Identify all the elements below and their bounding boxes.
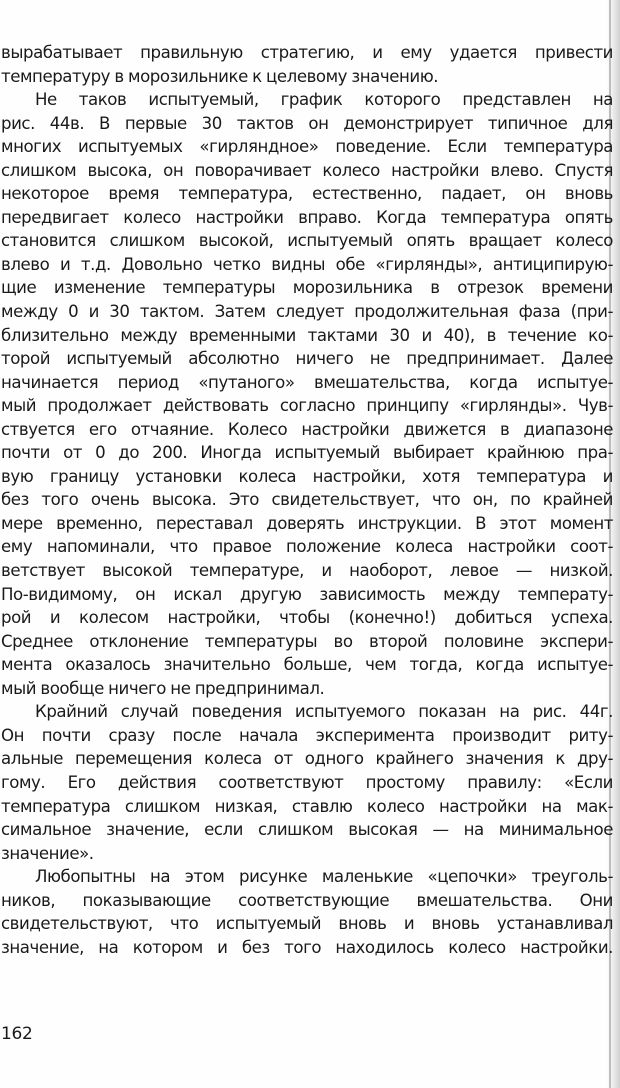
text-line: мый продолжает действовать согласно принципу «гирлянды». Чув- — [1, 396, 613, 416]
text-line: ветствует высокой температуре, и наоборот, левое — низкой. — [1, 561, 613, 581]
text-line: без того очень высока. Это свидетельствует, что он, по крайней — [1, 490, 613, 510]
paragraph-1 — [1, 41, 613, 88]
paragraph-3 — [1, 700, 613, 865]
text-line: многих испытуемых «гирляндное» поведение. Если температура — [1, 137, 613, 157]
body-text — [1, 41, 613, 959]
text-line: ников, показывающие соответствующие вмешательства. Они — [1, 890, 613, 910]
text-line: По-видимому, он искал другую зависимость между температу- — [1, 584, 613, 604]
text-line: мый вообще ничего не предпринимал. — [1, 678, 325, 698]
text-line: мере временно, переставал доверять инструкции. В этот момент — [1, 513, 613, 533]
text-line: Он почти сразу после начала эксперимента производит риту- — [1, 725, 613, 745]
text-line: значение, на котором и без того находилось колесо настройки. — [1, 937, 613, 957]
text-line: слишком высока, он поворачивает колесо настройки влево. Спустя — [1, 160, 613, 180]
text-line: щие изменение температуры морозильника в отрезок времени — [1, 278, 613, 298]
page-number: 162 — [1, 1024, 33, 1044]
text-line: Не таков испытуемый, график которого представлен на — [35, 90, 613, 110]
text-line: температуру в морозильнике к целевому значению. — [1, 66, 439, 86]
text-line: влево и т.д. Довольно четко видны обе «гирлянды», антиципирую- — [1, 254, 613, 274]
text-line: мента оказалось значительно больше, чем тогда, когда испытуе- — [1, 655, 613, 675]
text-line: свидетельствуют, что испытуемый вновь и вновь устанавливал — [1, 914, 613, 934]
text-line: Любопытны на этом рисунке маленькие «цепочки» треуголь- — [35, 867, 613, 887]
text-line: становится слишком высокой, испытуемый опять вращает колесо — [1, 231, 613, 251]
text-line: вую границу установки колеса настройки, хотя температура и — [1, 466, 613, 486]
text-line: ему напоминали, что правое положение колеса настройки соот- — [1, 537, 613, 557]
text-line: Крайний случай поведения испытуемого показан на рис. 44г. — [35, 702, 613, 722]
text-line: рис. 44в. В первые 30 тактов он демонстрирует типичное для — [1, 113, 613, 133]
text-line: ствуется его отчаяние. Колесо настройки движется в диапазоне — [1, 419, 613, 439]
paragraph-2 — [1, 88, 613, 700]
text-line: начинается период «путаного» вмешательства, когда испытуе- — [1, 372, 613, 392]
text-line: рой и колесом настройки, чтобы (конечно!) добиться успеха. — [1, 608, 613, 628]
text-line: передвигает колесо настройки вправо. Когда температура опять — [1, 207, 613, 227]
paragraph-4 — [1, 865, 613, 959]
text-line: почти от 0 до 200. Иногда испытуемый выбирает крайнюю пра- — [1, 443, 613, 463]
text-line: температура слишком низкая, ставлю колесо настройки на мак- — [1, 796, 613, 816]
text-line: симальное значение, если слишком высокая — на минимальное — [1, 820, 613, 840]
text-line: между 0 и 30 тактом. Затем следует продолжительная фаза (при- — [1, 302, 613, 322]
text-line: значение». — [1, 843, 94, 863]
text-line: близительно между временными тактами 30 и 40), в течение ко- — [1, 325, 613, 345]
text-line: альные перемещения колеса от одного крайнего значения к дру- — [1, 749, 613, 769]
text-line: гому. Его действия соответствуют простому правилу: «Если — [1, 772, 613, 792]
text-line: Среднее отклонение температуры во второй половине экспери- — [1, 631, 613, 651]
text-line: торой испытуемый абсолютно ничего не предпринимает. Далее — [1, 349, 613, 369]
text-line: некоторое время температура, естественно, падает, он вновь — [1, 184, 613, 204]
text-line: вырабатывает правильную стратегию, и ему удается привести — [1, 43, 613, 62]
